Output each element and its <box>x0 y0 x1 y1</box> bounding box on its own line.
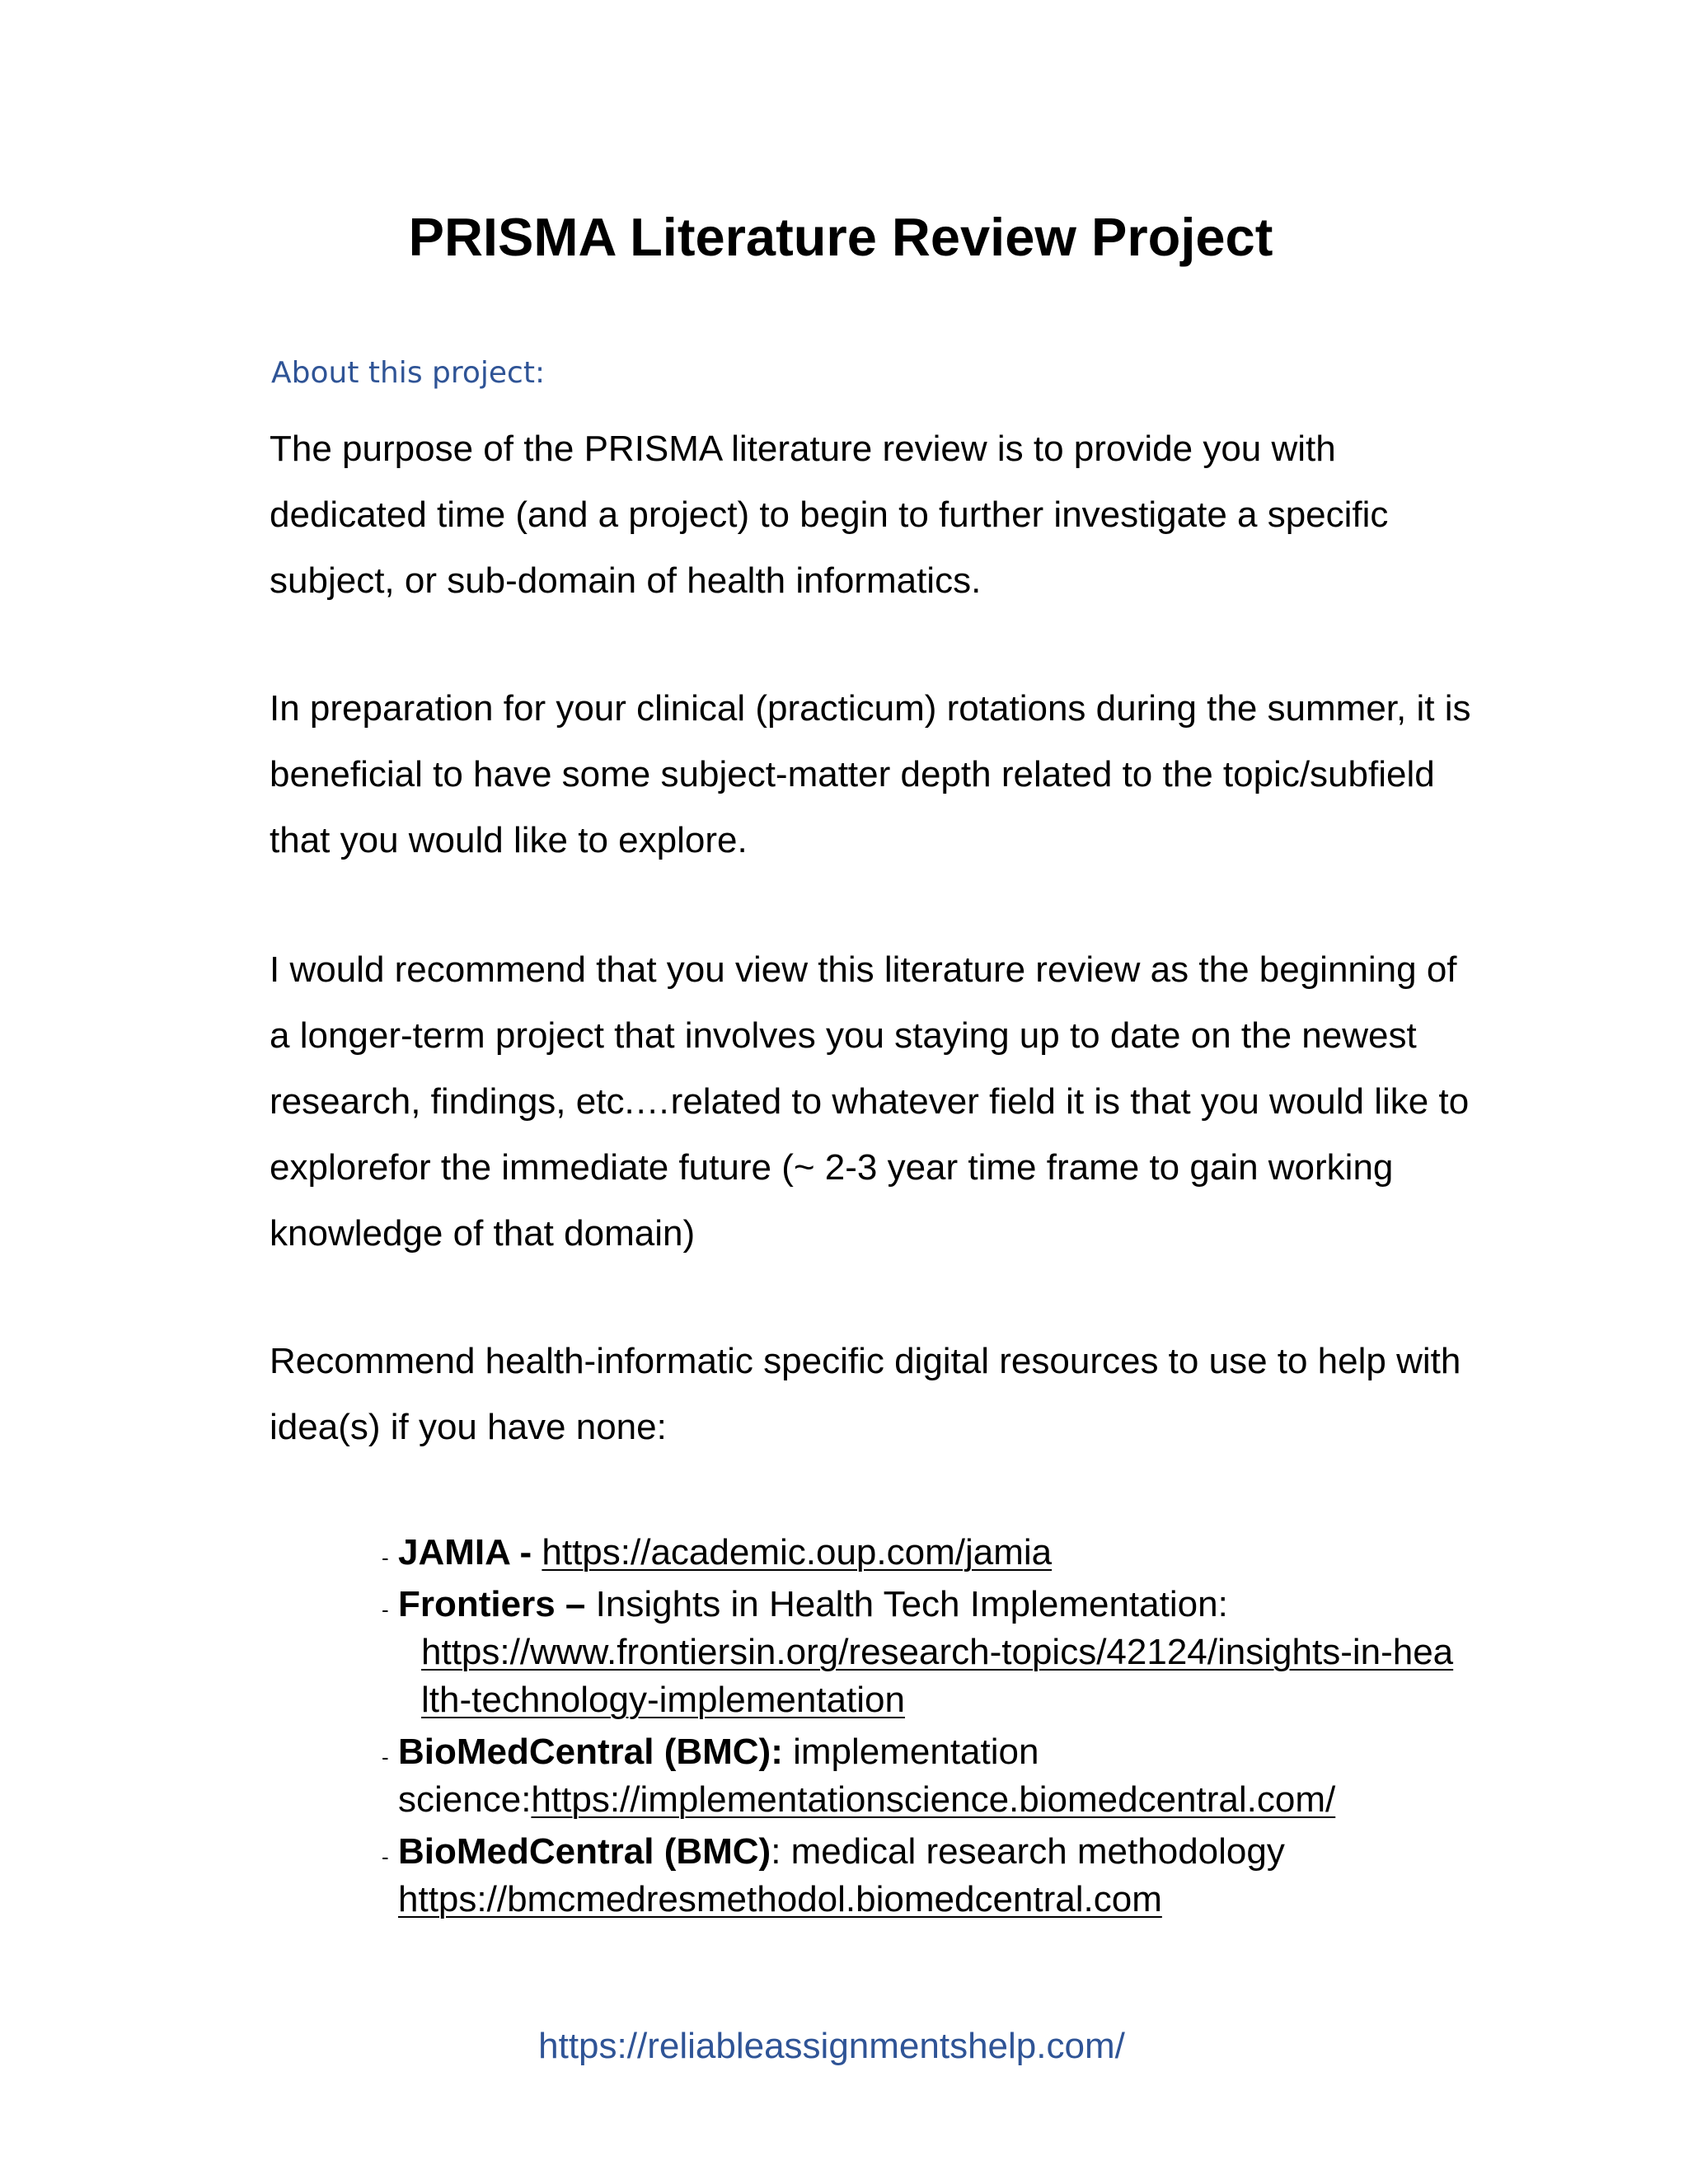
resource-name: BioMedCentral (BMC) <box>398 1831 771 1872</box>
resource-link-bmc-implementation[interactable]: https://implementationscience.biomedcentral.com/ <box>531 1779 1336 1820</box>
resource-description: : medical research methodology <box>771 1831 1285 1872</box>
paragraph-recommendation: I would recommend that you view this literature review as the beginning of a longer-term project that involves you staying up to date on the newest research, findings, etc.…related to whatever field it is that you would like to explorefor the immediate future (~ 2-3 year time frame to gain working knowledge of that domain) <box>270 949 1470 1254</box>
section-label: About this project: <box>271 356 546 390</box>
resource-link-bmc-methodology[interactable]: https://bmcmedresmethodol.biomedcentral.com <box>398 1879 1162 1919</box>
resource-name: BioMedCentral (BMC): <box>398 1732 783 1772</box>
resource-name: JAMIA - <box>398 1532 532 1572</box>
resource-description: Insights in Health Tech Implementation: <box>595 1584 1228 1624</box>
resource-link-frontiers[interactable] <box>398 1629 1503 1724</box>
paragraph-resources-intro: Recommend health-informatic specific digital resources to use to help with idea(s) if you have none: <box>270 1341 1461 1447</box>
resource-list <box>382 1529 1503 1928</box>
resource-item-bmc-methodology <box>382 1828 1503 1924</box>
bullet-dash: - <box>382 1745 389 1769</box>
paragraph-preparation: In preparation for your clinical (practicum) rotations during the summer, it is beneficial to have some subject-matter depth related to the topic/subfield that you would like to explore. <box>270 688 1471 860</box>
resource-link-line[interactable]: lth-technology-implementation <box>421 1680 905 1720</box>
resource-description: implementation <box>793 1732 1039 1772</box>
resource-item-frontiers <box>382 1581 1503 1724</box>
resource-name: Frontiers – <box>398 1584 586 1624</box>
resource-item-jamia <box>382 1529 1503 1577</box>
resource-description: science: <box>398 1779 532 1820</box>
resource-link-jamia[interactable]: https://academic.oup.com/jamia <box>542 1532 1053 1572</box>
resource-item-bmc-implementation <box>382 1728 1503 1824</box>
resource-link-line[interactable]: https://www.frontiersin.org/research-topics/42124/insights-in-hea <box>421 1632 1454 1672</box>
document-title: PRISMA Literature Review Project <box>408 207 1273 267</box>
paragraph-purpose: The purpose of the PRISMA literature review is to provide you with dedicated time (and a project) to begin to further investigate a specific subject, or sub-domain of health informatics. <box>270 429 1389 601</box>
bullet-dash: - <box>382 1545 389 1570</box>
bullet-dash: - <box>382 1844 389 1869</box>
bullet-dash: - <box>382 1597 389 1622</box>
footer-link[interactable]: https://reliableassignmentshelp.com/ <box>538 2026 1125 2066</box>
